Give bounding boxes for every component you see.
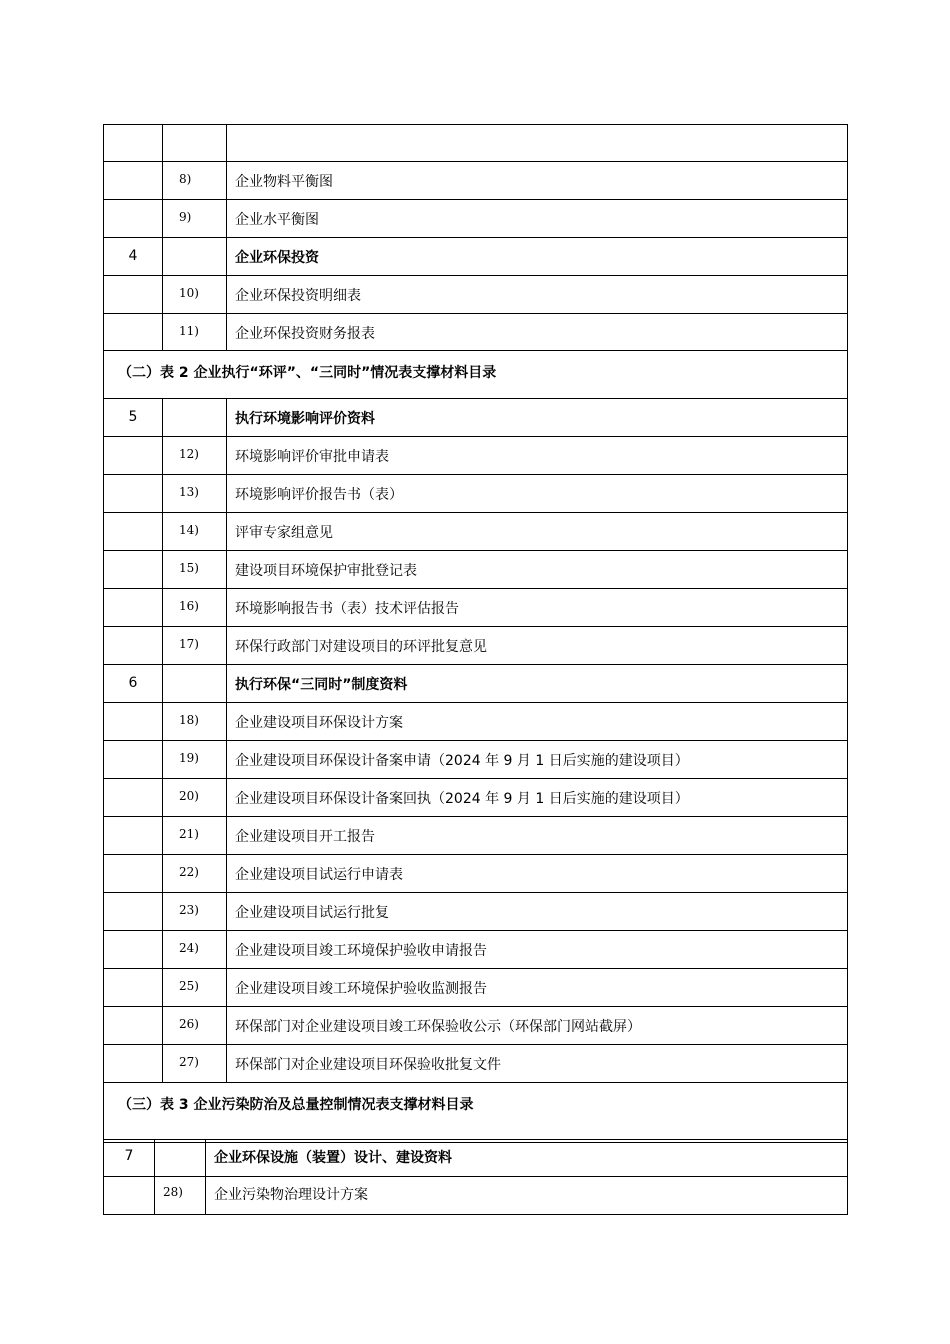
group-number-cell bbox=[104, 1007, 163, 1045]
item-number-cell bbox=[163, 665, 227, 703]
table-row bbox=[104, 437, 848, 475]
item-text-cell: 企业建设项目试运行批复 bbox=[227, 893, 848, 931]
materials-table-continued bbox=[103, 1139, 848, 1215]
item-text-cell: 企业物料平衡图 bbox=[227, 162, 848, 200]
item-text-cell: 环保部门对企业建设项目环保验收批复文件 bbox=[227, 1045, 848, 1083]
item-number-cell: 14) bbox=[163, 513, 227, 551]
table-row bbox=[104, 200, 848, 238]
item-text-cell: 环保部门对企业建设项目竣工环保验收公示（环保部门网站截屏） bbox=[227, 1007, 848, 1045]
item-text-cell: 企业建设项目试运行申请表 bbox=[227, 855, 848, 893]
group-number-cell: 4 bbox=[104, 238, 163, 276]
group-number-cell bbox=[104, 969, 163, 1007]
item-number-cell bbox=[163, 399, 227, 437]
item-text-cell: 企业环保投资财务报表 bbox=[227, 314, 848, 351]
section-title: （三）表 3 企业污染防治及总量控制情况表支撑材料目录 bbox=[104, 1083, 848, 1143]
group-row bbox=[104, 399, 848, 437]
item-text-cell: 环境影响评价报告书（表） bbox=[227, 475, 848, 513]
group-number-cell bbox=[104, 855, 163, 893]
item-text-cell: 企业环保设施（装置）设计、建设资料 bbox=[206, 1140, 848, 1177]
group-number-cell bbox=[104, 1177, 155, 1215]
group-number-cell bbox=[104, 314, 163, 351]
group-row bbox=[104, 665, 848, 703]
table-row bbox=[104, 551, 848, 589]
group-number-cell bbox=[104, 817, 163, 855]
item-text-cell: 评审专家组意见 bbox=[227, 513, 848, 551]
table-row bbox=[104, 276, 848, 314]
item-number-cell: 25) bbox=[163, 969, 227, 1007]
item-text-cell: 企业建设项目竣工环境保护验收申请报告 bbox=[227, 931, 848, 969]
item-number-cell: 18) bbox=[163, 703, 227, 741]
table-row bbox=[104, 627, 848, 665]
item-text-cell: 执行环保“三同时”制度资料 bbox=[227, 665, 848, 703]
table-row bbox=[104, 779, 848, 817]
table-row bbox=[104, 931, 848, 969]
section-header-row bbox=[104, 351, 848, 399]
item-text-cell: 企业建设项目环保设计备案回执（2024 年 9 月 1 日后实施的建设项目） bbox=[227, 779, 848, 817]
item-number-cell: 19) bbox=[163, 741, 227, 779]
item-number-cell: 21) bbox=[163, 817, 227, 855]
item-text-cell: 企业建设项目竣工环境保护验收监测报告 bbox=[227, 969, 848, 1007]
item-text-cell: 企业水平衡图 bbox=[227, 200, 848, 238]
item-text-cell: 企业建设项目环保设计备案申请（2024 年 9 月 1 日后实施的建设项目） bbox=[227, 741, 848, 779]
group-number-cell bbox=[104, 475, 163, 513]
table-row bbox=[104, 1007, 848, 1045]
item-text-cell: 企业污染物治理设计方案 bbox=[206, 1177, 848, 1215]
item-number-cell: 27) bbox=[163, 1045, 227, 1083]
item-text-cell: 环境影响评价审批申请表 bbox=[227, 437, 848, 475]
group-number-cell bbox=[104, 437, 163, 475]
item-number-cell: 16) bbox=[163, 589, 227, 627]
table-row bbox=[104, 475, 848, 513]
item-number-cell: 15) bbox=[163, 551, 227, 589]
group-number-cell bbox=[104, 779, 163, 817]
group-number-cell bbox=[104, 589, 163, 627]
item-text-cell: 环保行政部门对建设项目的环评批复意见 bbox=[227, 627, 848, 665]
item-number-cell: 24) bbox=[163, 931, 227, 969]
item-number-cell: 13) bbox=[163, 475, 227, 513]
table-row bbox=[104, 741, 848, 779]
section-header-row bbox=[104, 1083, 848, 1143]
group-number-cell bbox=[104, 162, 163, 200]
item-number-cell: 12) bbox=[163, 437, 227, 475]
item-number-cell: 23) bbox=[163, 893, 227, 931]
group-number-cell bbox=[104, 513, 163, 551]
item-number-cell bbox=[155, 1140, 206, 1177]
table-row bbox=[104, 1045, 848, 1083]
item-number-cell: 22) bbox=[163, 855, 227, 893]
item-number-cell: 10) bbox=[163, 276, 227, 314]
group-row bbox=[104, 238, 848, 276]
group-number-cell bbox=[104, 627, 163, 665]
item-number-cell bbox=[163, 238, 227, 276]
group-number-cell bbox=[104, 703, 163, 741]
item-number-cell: 11) bbox=[163, 314, 227, 351]
group-number-cell bbox=[104, 741, 163, 779]
table-row bbox=[104, 703, 848, 741]
table-row bbox=[104, 855, 848, 893]
group-number-cell bbox=[104, 931, 163, 969]
item-number-cell: 17) bbox=[163, 627, 227, 665]
table-row bbox=[104, 893, 848, 931]
item-text-cell: 建设项目环境保护审批登记表 bbox=[227, 551, 848, 589]
item-text-cell bbox=[227, 125, 848, 162]
table-row bbox=[104, 314, 848, 351]
group-number-cell: 5 bbox=[104, 399, 163, 437]
item-text-cell: 企业环保投资 bbox=[227, 238, 848, 276]
item-text-cell: 执行环境影响评价资料 bbox=[227, 399, 848, 437]
item-number-cell: 9) bbox=[163, 200, 227, 238]
section-title: （二）表 2 企业执行“环评”、“三同时”情况表支撑材料目录 bbox=[104, 351, 848, 399]
group-number-cell bbox=[104, 893, 163, 931]
table-row bbox=[104, 513, 848, 551]
group-row bbox=[104, 1140, 848, 1177]
item-text-cell: 企业建设项目开工报告 bbox=[227, 817, 848, 855]
item-text-cell: 环境影响报告书（表）技术评估报告 bbox=[227, 589, 848, 627]
group-number-cell bbox=[104, 551, 163, 589]
group-number-cell bbox=[104, 276, 163, 314]
item-number-cell bbox=[163, 125, 227, 162]
group-number-cell bbox=[104, 1045, 163, 1083]
group-number-cell: 6 bbox=[104, 665, 163, 703]
group-number-cell bbox=[104, 200, 163, 238]
table-row bbox=[104, 969, 848, 1007]
table-row bbox=[104, 125, 848, 162]
item-text-cell: 企业环保投资明细表 bbox=[227, 276, 848, 314]
table-row bbox=[104, 589, 848, 627]
item-number-cell: 28) bbox=[155, 1177, 206, 1215]
group-number-cell: 7 bbox=[104, 1140, 155, 1177]
table-row bbox=[104, 817, 848, 855]
group-number-cell bbox=[104, 125, 163, 162]
item-text-cell: 企业建设项目环保设计方案 bbox=[227, 703, 848, 741]
item-number-cell: 20) bbox=[163, 779, 227, 817]
materials-table bbox=[103, 124, 848, 1143]
table-row bbox=[104, 162, 848, 200]
item-number-cell: 26) bbox=[163, 1007, 227, 1045]
item-number-cell: 8) bbox=[163, 162, 227, 200]
table-row bbox=[104, 1177, 848, 1215]
